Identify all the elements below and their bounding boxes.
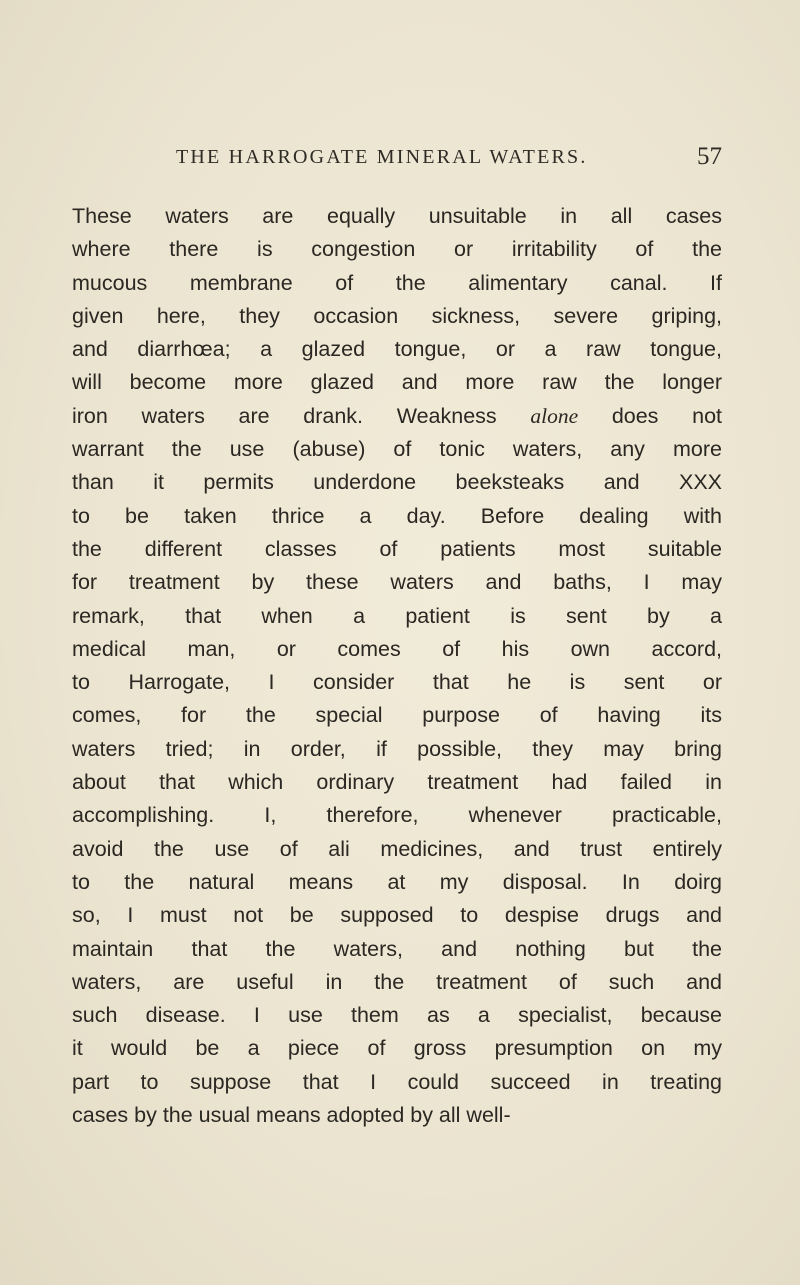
text-line: and diarrhœa; a glazed tongue, or a raw tongue, xyxy=(72,337,722,362)
text-line: about that which ordinary treatment had failed in xyxy=(72,770,722,795)
text-line: part to suppose that I could succeed in treating xyxy=(72,1069,722,1094)
text-line: waters, are useful in the treatment of such and xyxy=(72,969,722,994)
text-line: These waters are equally unsuitable in all cases xyxy=(72,204,722,228)
text-line: waters tried; in order, if possible, they may bring xyxy=(72,736,722,761)
text-line: avoid the use of ali medicines, and trust entirely xyxy=(72,836,722,861)
text-line: medical man, or comes of his own accord, xyxy=(72,636,722,661)
emphasized-word: alone xyxy=(530,403,579,428)
text-line: comes, for the special purpose of having its xyxy=(72,703,722,728)
text-line: maintain that the waters, and nothing but the xyxy=(72,936,722,961)
text-line: cases by the usual means adopted by all well- xyxy=(72,1103,511,1128)
text-line: where there is congestion or irritability of the xyxy=(72,237,722,262)
text-segment: iron waters are drank. Weakness xyxy=(72,403,531,428)
text-line: for treatment by these waters and baths, I may xyxy=(72,570,722,595)
text-segment: does not xyxy=(578,403,722,428)
text-line: so, I must not be supposed to despise drugs and xyxy=(72,903,722,928)
page-number: 57 xyxy=(697,143,722,170)
body-paragraph xyxy=(72,200,722,1132)
text-line: mucous membrane of the alimentary canal. If xyxy=(72,270,722,295)
text-line: will become more glazed and more raw the longer xyxy=(72,370,722,395)
text-line: to the natural means at my disposal. In doirg xyxy=(72,869,722,894)
page-header xyxy=(72,143,722,176)
text-line: remark, that when a patient is sent by a xyxy=(72,603,722,628)
text-line xyxy=(72,400,722,433)
text-line: the different classes of patients most suitable xyxy=(72,536,722,561)
text-line: to be taken thrice a day. Before dealing with xyxy=(72,503,722,528)
text-line: given here, they occasion sickness, severe griping, xyxy=(72,303,722,328)
text-line: warrant the use (abuse) of tonic waters, any more xyxy=(72,437,722,462)
running-title: THE HARROGATE MINERAL WATERS. xyxy=(176,146,588,168)
text-line: it would be a piece of gross presumption on my xyxy=(72,1036,722,1061)
text-line: than it permits underdone beeksteaks and XXX xyxy=(72,470,722,495)
text-line: accomplishing. I, therefore, whenever practicable, xyxy=(72,803,722,828)
text-line: to Harrogate, I consider that he is sent or xyxy=(72,670,722,695)
text-line: such disease. I use them as a specialist, because xyxy=(72,1003,722,1028)
